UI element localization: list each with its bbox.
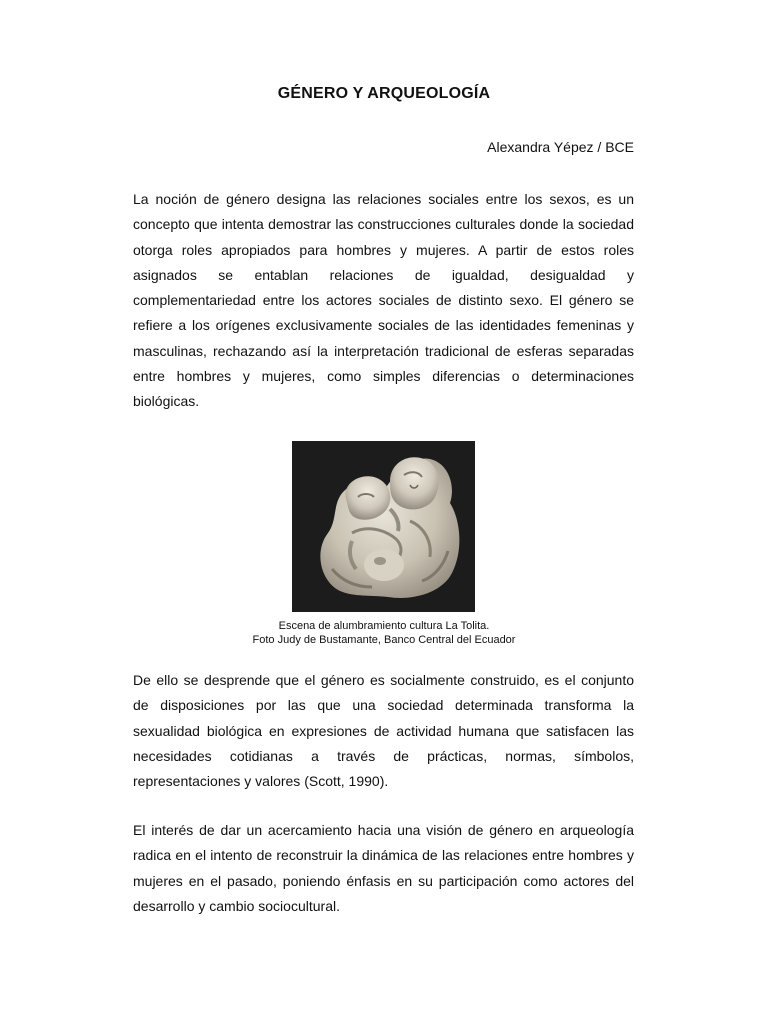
figure-photo — [292, 441, 475, 612]
figure-caption-line-2: Foto Judy de Bustamante, Banco Central del Ecuador — [252, 634, 516, 646]
document-title: GÉNERO Y ARQUEOLOGÍA — [277, 85, 491, 102]
figure-caption-line-1: Escena de alumbramiento cultura La Tolita. — [278, 620, 490, 632]
author-line: Alexandra Yépez / BCE — [487, 139, 634, 155]
paragraph-2: De ello se desprende que el género es socialmente construido, es el conjunto de disposiciones por las que una sociedad determinada transforma la sexualidad biológica en expresiones de actividad humana que satisfacen las necesidades cotidianas a través de prácticas, normas, símbolos, representaciones y valores (Scott, 1990). — [133, 672, 634, 790]
paragraph-1: La noción de género designa las relaciones sociales entre los sexos, es un concepto que intenta demostrar las construcciones culturales donde la sociedad otorga roles apropiados para hombres y mujeres. A partir de estos roles asignados se entablan relaciones de igualdad, desigualdad y complementariedad entre los actores sociales de distinto sexo. El género se refiere a los orígenes exclusivamente sociales de las identidades femeninas y masculinas, rechazando así la interpretación tradicional de esferas separadas entre hombres y mujeres, como simples diferencias o determinaciones biológicas. — [133, 191, 634, 410]
paragraph-3: El interés de dar un acercamiento hacia una visión de género en arqueología radica en el intento de reconstruir la dinámica de las relaciones entre hombres y mujeres en el pasado, poniendo énfasis en su participación como actores del desarrollo y cambio sociocultural. — [133, 822, 634, 914]
